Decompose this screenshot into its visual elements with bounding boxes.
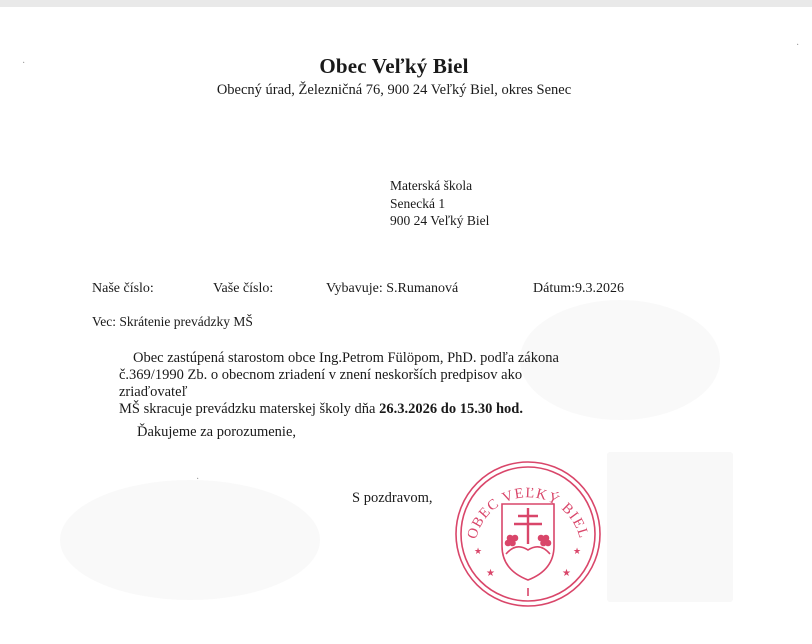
letter-date: Dátum:9.3.2026 bbox=[533, 281, 624, 296]
your-number-label: Vaše číslo: bbox=[213, 281, 274, 296]
body-line: č.369/1990 Zb. o obecnom zriadení v znení neskorších predpisov ako zriaďovateľ bbox=[119, 367, 523, 400]
office-address: Obecný úrad, Železničná 76, 900 24 Veľký Biel, okres Senec bbox=[216, 82, 572, 98]
recipient-line: 900 24 Veľký Biel bbox=[390, 213, 490, 228]
scan-top-border bbox=[0, 0, 812, 7]
scan-speck: · bbox=[796, 40, 800, 51]
greeting-text: S pozdravom, bbox=[352, 490, 433, 506]
thanks-text: Ďakujeme za porozumenie, bbox=[137, 424, 297, 440]
scan-speck: · bbox=[22, 58, 26, 69]
seal-star-icon: ★ bbox=[573, 546, 582, 556]
recipient-line: Materská škola bbox=[390, 178, 473, 193]
subject-line: Vec: Skrátenie prevádzky MŠ bbox=[92, 314, 253, 329]
body-line bbox=[119, 401, 589, 418]
our-number-label: Naše číslo: bbox=[92, 281, 154, 296]
seal-star-icon: ★ bbox=[474, 546, 483, 556]
seal-text: OBEC VEĽKÝ BIEL bbox=[464, 485, 592, 541]
seal-star-icon: ★ bbox=[486, 568, 495, 579]
hills-icon bbox=[506, 547, 550, 554]
body-line: Obec zastúpená starostom obce Ing.Petrom Fülöpom, PhD. podľa zákona bbox=[133, 350, 559, 366]
municipal-seal-stamp bbox=[452, 458, 604, 610]
municipality-title: Obec Veľký Biel bbox=[319, 54, 469, 78]
letter-body bbox=[119, 350, 589, 418]
recipient-address bbox=[390, 177, 489, 230]
redacted-signature bbox=[607, 452, 733, 602]
recipient-line: Senecká 1 bbox=[390, 195, 446, 211]
scan-speck: · bbox=[196, 474, 200, 485]
body-text-plain: MŠ skracuje prevádzku materskej školy dňa bbox=[119, 401, 380, 417]
handled-by: Vybavuje: S.Rumanová bbox=[326, 281, 459, 296]
closure-date-time: 26.3.2026 do 15.30 hod. bbox=[379, 401, 523, 417]
scan-smudge bbox=[60, 480, 320, 600]
seal-star-icon: ★ bbox=[562, 568, 571, 579]
